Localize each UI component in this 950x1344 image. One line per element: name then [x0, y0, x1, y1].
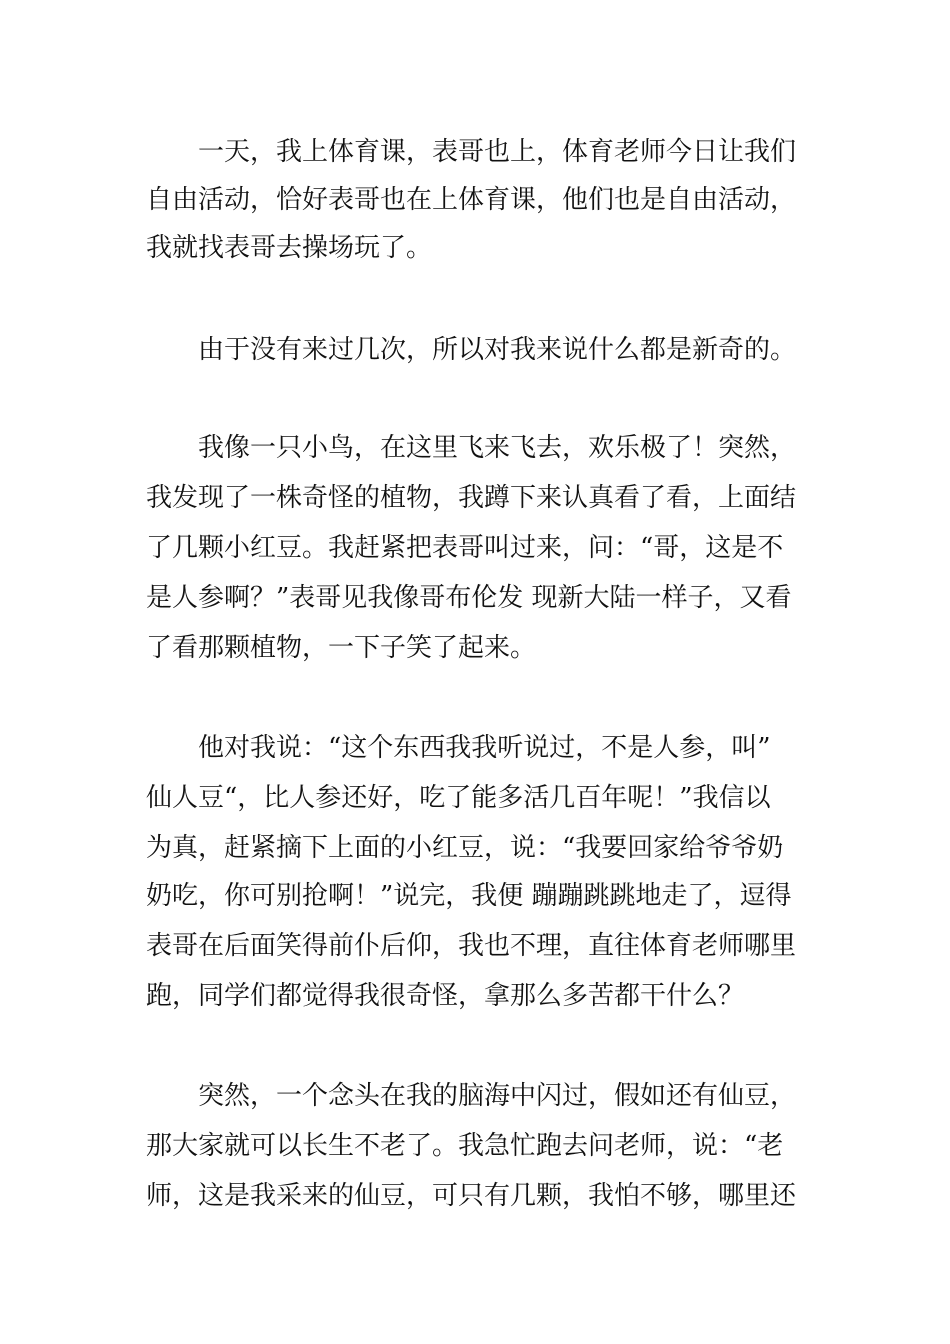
text-line: 跑，同学们都觉得我很奇怪，拿那么多苦都干什么？ — [146, 981, 745, 1011]
text-line: 我就找表哥去操场玩了。 — [146, 233, 433, 263]
text-line: 自由活动，恰好表哥也在上体育课，他们也是自由活动， — [146, 185, 797, 215]
text-line: 师，这是我采来的仙豆，可只有几颗，我怕不够，哪里还 — [146, 1181, 797, 1211]
text-line: 是人参啊？”表哥见我像哥布伦发 现新大陆一样子，又看 — [146, 583, 792, 613]
text-line: 为真，赶紧摘下上面的小红豆，说：“我要回家给爷爷奶 — [146, 833, 784, 863]
text-line: 了几颗小红豆。我赶紧把表哥叫过来，问：“哥，这是不 — [146, 533, 784, 563]
text-line: 由于没有来过几次，所以对我来说什么都是新奇的。 — [146, 335, 797, 365]
text-line: 奶吃，你可别抢啊！”说完，我便 蹦蹦跳跳地走了，逗得 — [146, 881, 792, 911]
text-line: 我像一只小鸟，在这里飞来飞去，欢乐极了！突然， — [146, 433, 797, 463]
text-line: 那大家就可以长生不老了。我急忙跑去问老师，说：“老 — [146, 1131, 784, 1161]
text-line: 表哥在后面笑得前仆后仰，我也不理，直往体育老师哪里 — [146, 931, 797, 961]
text-line: 突然，一个念头在我的脑海中闪过，假如还有仙豆， — [146, 1081, 797, 1111]
text-line: 仙人豆“，比人参还好，吃了能多活几百年呢！”我信以 — [146, 783, 771, 813]
text-line: 一天，我上体育课，表哥也上，体育老师今日让我们 — [146, 137, 797, 167]
text-line: 他对我说：“这个东西我我听说过，不是人参，叫” — [146, 733, 771, 763]
text-line: 了看那颗植物，一下子笑了起来。 — [146, 633, 537, 663]
text-line: 我发现了一株奇怪的植物，我蹲下来认真看了看，上面结 — [146, 483, 797, 513]
